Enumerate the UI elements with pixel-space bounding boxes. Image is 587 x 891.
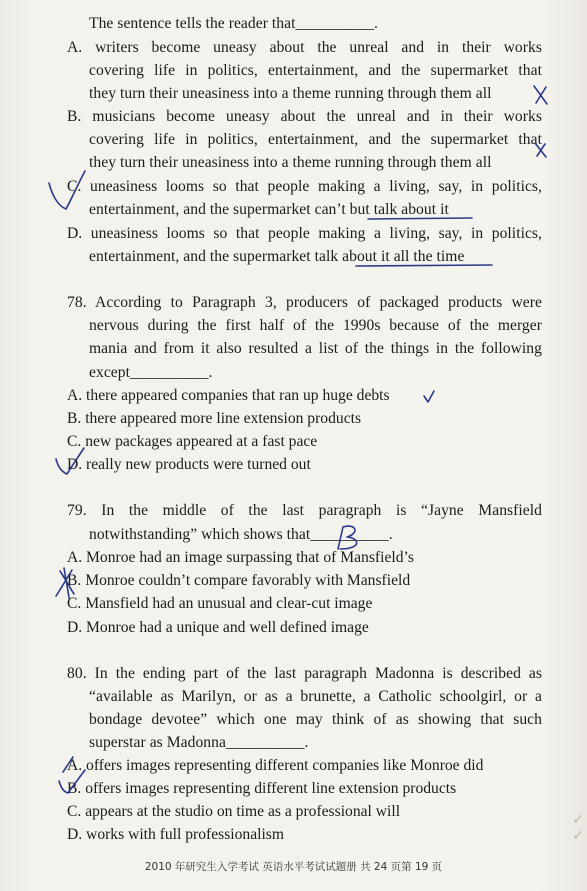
q79-stem-line-1: 79. In the middle of the last paragraph is “Jayne Mansfield bbox=[67, 502, 542, 519]
check-mark-icon bbox=[424, 391, 434, 402]
scan-edge-mark: ✓✓ bbox=[570, 812, 586, 844]
q78-stem-line-3: mania and from it also resulted a list of the things in the following bbox=[89, 340, 542, 357]
q77-option-a-line-1: A. writers become uneasy about the unreal and in their works bbox=[67, 39, 542, 56]
q80-stem-line-2: “available as Marilyn, or as a brunette, a Catholic schoolgirl, or a bbox=[89, 688, 542, 705]
q79-option-c: C. Mansfield had an unusual and clear-cut image bbox=[67, 595, 373, 612]
q78-option-c: C. new packages appeared at a fast pace bbox=[67, 433, 318, 450]
q79-option-b: B. Monroe couldn’t compare favorably with Mansfield bbox=[67, 572, 411, 589]
q80-option-a: A. offers images representing different companies like Monroe did bbox=[67, 757, 484, 774]
q77-stem: The sentence tells the reader that__________. bbox=[89, 15, 378, 32]
q80-stem-line-1: 80. In the ending part of the last paragraph Madonna is described as bbox=[67, 665, 542, 682]
q79-stem-line-2: notwithstanding” which shows that__________. bbox=[89, 526, 393, 543]
q77-option-c-line-1: C. uneasiness looms so that people making a living, say, in politics, bbox=[67, 178, 542, 195]
q80-stem-line-3: bondage devotee” which one may think of as showing that such bbox=[89, 711, 542, 728]
q80-stem-line-4: superstar as Madonna__________. bbox=[89, 734, 309, 751]
q77-option-a-line-2: covering life in politics, entertainment, and the supermarket that bbox=[89, 62, 542, 79]
q77-option-a-line-3: they turn their uneasiness into a theme running through them all bbox=[89, 85, 492, 102]
q77-option-b-line-2: covering life in politics, entertainment, and the supermarket that bbox=[89, 131, 542, 148]
q78-stem-line-1: 78. According to Paragraph 3, producers of packaged products were bbox=[67, 294, 542, 311]
q77-option-d-line-2: entertainment, and the supermarket talk about it all the time bbox=[89, 248, 465, 265]
q80-option-b: B. offers images representing different line extension products bbox=[67, 780, 457, 797]
q80-option-c: C. appears at the studio on time as a professional will bbox=[67, 803, 401, 820]
page-footer: 2010 年研究生入学考试 英语水平考试试题册 共 24 页第 19 页 bbox=[144, 861, 443, 873]
q77-option-b-line-3: they turn their uneasiness into a theme running through them all bbox=[89, 154, 492, 171]
q77-option-d-line-1: D. uneasiness looms so that people making a living, say, in politics, bbox=[67, 225, 542, 242]
q79-option-d: D. Monroe had a unique and well defined image bbox=[67, 619, 369, 636]
q78-stem-line-2: nervous during the first half of the 1990s because of the merger bbox=[89, 317, 542, 334]
q77-option-c-line-2: entertainment, and the supermarket can’t but talk about it bbox=[89, 201, 449, 218]
q78-option-a: A. there appeared companies that ran up huge debts bbox=[67, 387, 390, 404]
q79-option-a: A. Monroe had an image surpassing that of Mansfield’s bbox=[67, 549, 414, 566]
q78-option-d: D. really new products were turned out bbox=[67, 456, 311, 473]
q80-option-d: D. works with full professionalism bbox=[67, 826, 284, 843]
q77-option-b-line-1: B. musicians become uneasy about the unreal and in their works bbox=[67, 108, 542, 125]
wrong-mark-icon bbox=[534, 86, 547, 104]
q78-stem-line-4: except__________. bbox=[89, 364, 213, 381]
q78-option-b: B. there appeared more line extension products bbox=[67, 410, 362, 427]
